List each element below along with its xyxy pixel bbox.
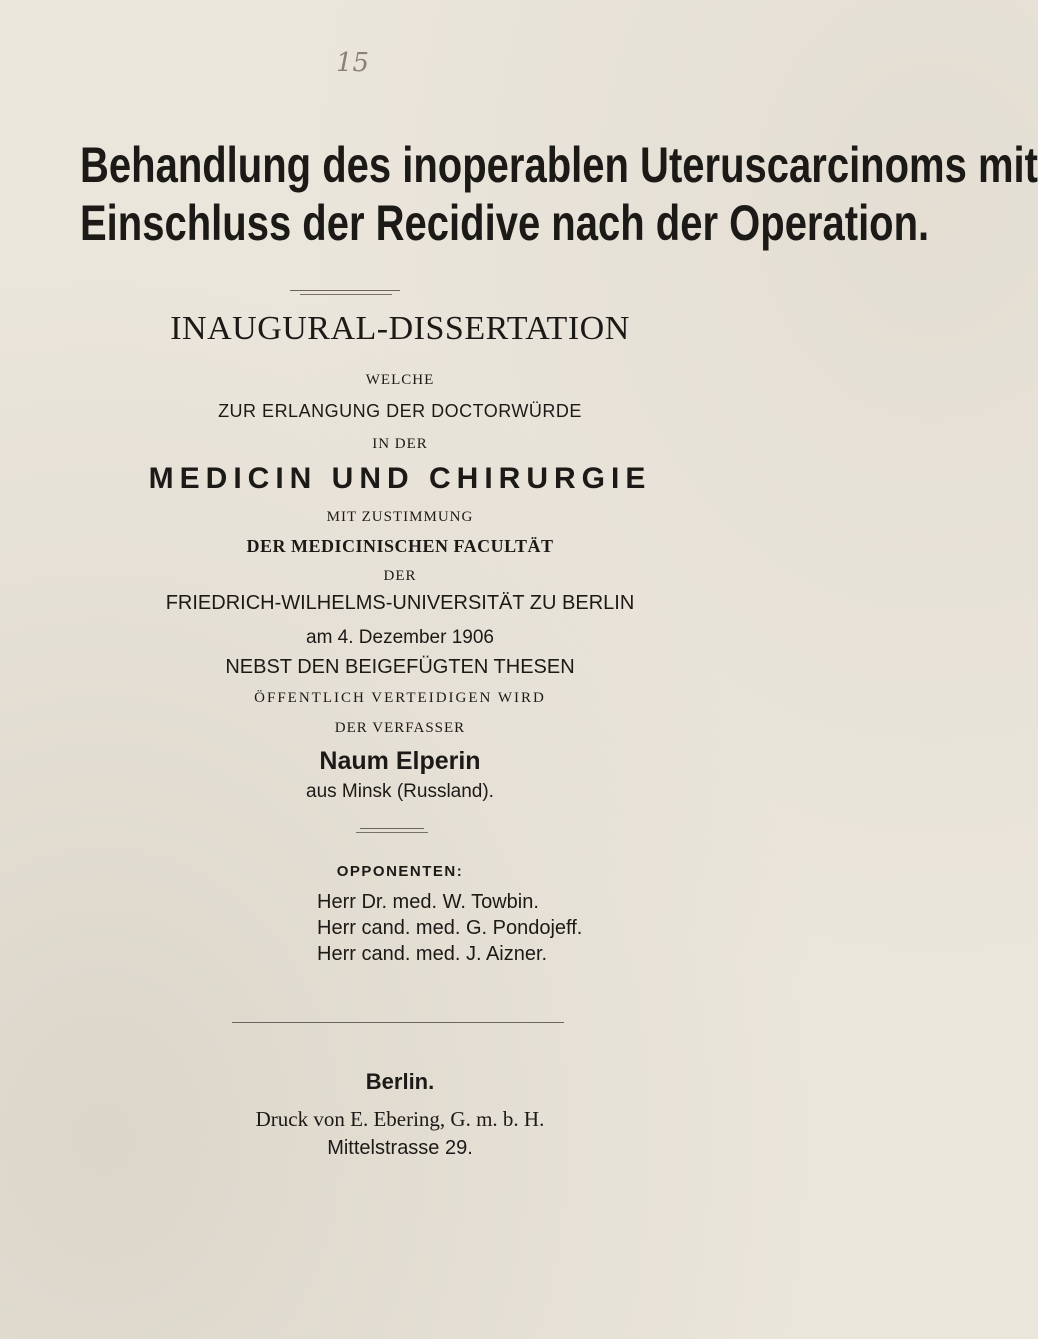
opponents-heading: OPPONENTEN: — [336, 863, 464, 880]
imprint-city: Berlin. — [365, 1069, 435, 1094]
corner-mark: 15 — [336, 48, 370, 78]
erlangung-line: ZUR ERLANGUNG DER DOCTORWÜRDE — [218, 401, 582, 421]
author-name: Naum Elperin — [319, 747, 481, 775]
divider-top-inner — [300, 294, 392, 295]
in-der-line: IN DER — [372, 436, 428, 452]
date-line: am 4. Dezember 1906 — [306, 627, 494, 648]
divider-middle-inner — [356, 832, 428, 833]
title-line-2: Einschluss der Recidive nach der Operation. — [80, 195, 930, 251]
divider-top — [290, 290, 400, 291]
zustimmung-line: MIT ZUSTIMMUNG — [326, 509, 474, 525]
verteidigen-line: ÖFFENTLICH VERTEIDIGEN WIRD — [254, 690, 546, 706]
divider-bottom — [232, 1022, 564, 1023]
imprint-printer: Druck von E. Ebering, G. m. b. H. — [255, 1107, 545, 1131]
der-line: DER — [383, 568, 417, 584]
faculty-field-line: MEDICIN UND CHIRURGIE — [148, 462, 652, 495]
welche-line: WELCHE — [365, 372, 435, 388]
dissertation-heading: INAUGURAL-DISSERTATION — [170, 310, 630, 347]
author-origin: aus Minsk (Russland). — [306, 781, 494, 802]
title-line-1: Behandlung des inoperablen Uteruscarcinoms mit — [80, 137, 1038, 193]
opponent-2: Herr cand. med. G. Pondojeff. — [317, 917, 583, 939]
divider-middle — [360, 828, 424, 829]
faculty-line: DER MEDICINISCHEN FACULTÄT — [246, 536, 554, 556]
university-line: FRIEDRICH-WILHELMS-UNIVERSITÄT ZU BERLIN — [165, 592, 635, 614]
opponent-1: Herr Dr. med. W. Towbin. — [317, 891, 539, 913]
verfasser-line: DER VERFASSER — [334, 720, 466, 736]
opponent-3: Herr cand. med. J. Aizner. — [317, 943, 548, 965]
thesen-line: NEBST DEN BEIGEFÜGTEN THESEN — [225, 656, 575, 678]
imprint-address: Mittelstrasse 29. — [327, 1137, 473, 1159]
